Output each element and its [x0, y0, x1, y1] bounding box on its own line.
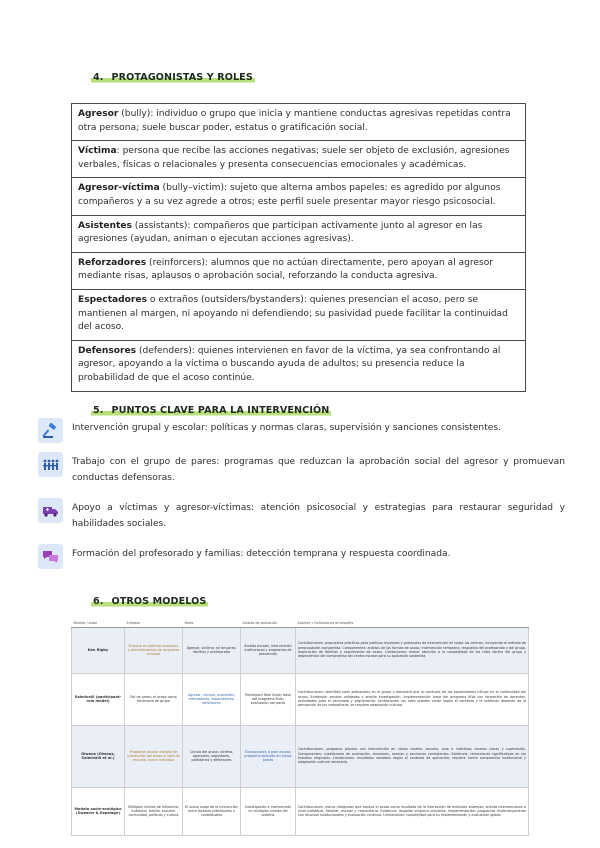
model-contribution: Contribuciones: propuestas prácticas para políticas escolares y protocolos de intervención en todos los centros, incluyendo el método de preocupación compartida. Componentes: análisis de las formas de acoso, intervención temprana, respuesta del profesorado y del grupo, implicación de familias y seguimiento de casos. Limitaciones: menor atención a la complejidad de los roles dentro del grupo y dependencia del compromiso del centro escolar para su aplicación sostenida.	[296, 627, 529, 673]
key-point-item	[38, 418, 538, 454]
model-name: Ken Rigby	[72, 627, 125, 673]
section-6-title: OTROS MODELOS	[111, 596, 207, 607]
header-cell: Modelo / autor	[72, 620, 125, 627]
model-scope: Evaluaciones a gran escala; programa aplicado en varios países	[241, 725, 296, 787]
section-5-title: PUNTOS CLAVE PARA LA INTERVENCIÓN	[111, 405, 330, 416]
key-point-text: Formación del profesorado y familias: detección temprana y respuesta coordinada.	[72, 549, 451, 559]
role-description: (reinforcers): alumnos que no actúan directamente, pero apoyan al agresor mediante risas, aplausos o aprobación social, reforzando la conducta agresiva.	[78, 257, 494, 282]
header-cell: Roles	[183, 620, 241, 627]
model-focus: Programa escolar integral de prevención del acoso a nivel de escuela, aula e individuo	[125, 725, 183, 787]
model-roles: Agresor, víctima; rol de pares, familias y profesorado	[183, 627, 241, 673]
table-row	[72, 673, 529, 725]
model-focus: Rol de pares; el acoso como fenómeno de grupo	[125, 673, 183, 725]
role-description: (assistants): compañeros que participan activamente junto al agresor en las agresiones (ayudan, animan o ejecutan acciones agresivas).	[78, 220, 483, 245]
section-5-heading	[91, 405, 331, 416]
table-row	[72, 787, 529, 835]
role-row-asistentes	[72, 216, 525, 253]
key-point-text: Apoyo a víctimas y agresor-víctimas: atención psicosocial y estrategias para restaurar seguridad y habilidades sociales.	[72, 503, 565, 529]
model-roles: El acoso surge de la interacción entre factores individuales y contextuales	[183, 787, 241, 835]
model-name: Olweus (Olweus, Salmivalli et al.)	[72, 725, 125, 787]
role-term: Defensores	[78, 345, 137, 356]
model-scope: Investigación e intervención en múltiples niveles del sistema	[241, 787, 296, 835]
role-term: Agresor	[78, 109, 119, 119]
roles-table	[71, 103, 526, 392]
role-description: (bully–victim): sujeto que alterna ambos papeles: es agredido por algunos compañeros y a su vez agrede a otros; este perfil suele presentar mayor riesgo psicosocial.	[78, 183, 501, 207]
role-description: (defenders): quienes intervienen en favor de la víctima, ya sea confrontando al agresor, apoyando a la víctima o buscando ayuda de adultos; su presencia reduce la probabilidad de que el acoso continúe.	[78, 345, 501, 383]
key-point-text: Intervención grupal y escolar: políticas y normas claras, supervisión y sanciones consistentes.	[72, 423, 501, 433]
model-name: Modelo socio-ecológico (Swearer & Espelage)	[72, 787, 125, 835]
models-table-header-row	[72, 620, 529, 627]
model-contribution: Contribuciones: marco integrador que explica el acoso como resultado de la interacción de múltiples sistemas; orienta intervenciones a nivel individual, familiar, escolar y comunitario. Evidencia: respaldo empírico creciente. Implementación: programas multicomponente con recursos institucionales y evaluación continua. Limitaciones: complejidad para su implementación y evaluación global.	[296, 787, 529, 835]
model-contribution: Contribuciones: identificó roles adicionales en el grupo y demostró que la conducta de los espectadores influye en la continuidad del acoso. Evidencia: escalas validadas y amplia investigación. Implementación: base del programa KiVa con formación de docentes, actividades para el alumnado y seguimiento. Limitaciones: los roles pueden variar según el contexto y la medición depende de la percepción de los compañeros; se requiere adaptación cultural.	[296, 673, 529, 725]
role-term: Víctima	[78, 146, 117, 157]
key-point-item	[38, 452, 565, 488]
section-6-number: 6.	[93, 596, 104, 607]
model-name: Salmivalli (participant-role model)	[72, 673, 125, 725]
role-row-agresor	[72, 104, 525, 141]
key-point-text: Trabajo con el grupo de pares: programas que reduzcan la aprobación social del agresor y promuevan conductas defensoras.	[72, 457, 565, 483]
ambulance-icon	[38, 498, 63, 523]
key-point-item	[38, 544, 538, 580]
role-term: Reforzadores	[78, 257, 147, 268]
model-contribution: Contribuciones: programa pionero con intervención en varios niveles: escuela, aula e individuo; normas claras y supervisión. Componentes: cuestionario de evaluación, reuniones, normas y sanciones consistentes. Evidencia: reducciones significativas en los estudios originales. Limitaciones: resultados variables según el contexto de aplicación; requiere fuerte compromiso institucional y adaptación cultural necesaria.	[296, 725, 529, 787]
header-cell: Ámbito de aplicación	[241, 620, 296, 627]
role-row-espectadores	[72, 290, 525, 341]
model-roles: Agresor, víctima, asistentes, reforzadores, espectadores, defensores	[183, 673, 241, 725]
table-row	[72, 725, 529, 787]
role-row-defensores	[72, 341, 525, 391]
peer-group-icon	[38, 452, 63, 477]
table-row	[72, 627, 529, 673]
role-description: (bully): individuo o grupo que inicia y mantiene conductas agresivas repetidas contra otra persona; suele buscar poder, estatus o gratificación social.	[78, 109, 511, 133]
key-point-item	[38, 498, 565, 534]
header-cell: Enfoque	[125, 620, 183, 627]
section-4-number: 4.	[93, 72, 104, 83]
model-roles: Círculo del acoso: víctima, agresores, seguidores, partidarios y defensores	[183, 725, 241, 787]
section-4-heading	[91, 72, 255, 83]
role-description: o extraños (outsiders/bystanders): quienes presencian el acoso, pero se mantienen al margen, ni apoyando ni defendiendo; su pasividad puede facilitar la continuidad del acoso.	[78, 294, 508, 333]
header-cell: Aportes y limitaciones principales	[296, 620, 529, 627]
role-term: Agresor-víctima	[78, 183, 160, 194]
model-focus: Múltiples niveles de influencia: individuo, familia, escuela, comunidad, políticas y cultura	[125, 787, 183, 835]
section-6-heading	[91, 596, 208, 607]
section-5-number: 5.	[93, 405, 104, 416]
gavel-icon	[38, 418, 63, 443]
role-description: : persona que recibe las acciones negativas; suele ser objeto de exclusión, agresiones verbales, físicas o relacionales y presenta consecuencias emocionales y académicas.	[78, 146, 510, 170]
chat-icon	[38, 544, 63, 569]
role-term: Espectadores	[78, 294, 147, 305]
role-row-victima	[72, 141, 525, 178]
section-4-title: PROTAGONISTAS Y ROLES	[111, 72, 253, 83]
model-scope: Participant Role Scale; base del programa KiVa; evaluación por pares	[241, 673, 296, 725]
role-row-reforzadores	[72, 253, 525, 290]
models-table	[71, 620, 529, 836]
model-focus: Enfoque en políticas escolares y procedimientos de respuesta al acoso	[125, 627, 183, 673]
role-row-agresor-victima	[72, 178, 525, 215]
model-scope: Ámbito escolar, intervención institucional y programas de prevención	[241, 627, 296, 673]
role-term: Asistentes	[78, 220, 132, 231]
